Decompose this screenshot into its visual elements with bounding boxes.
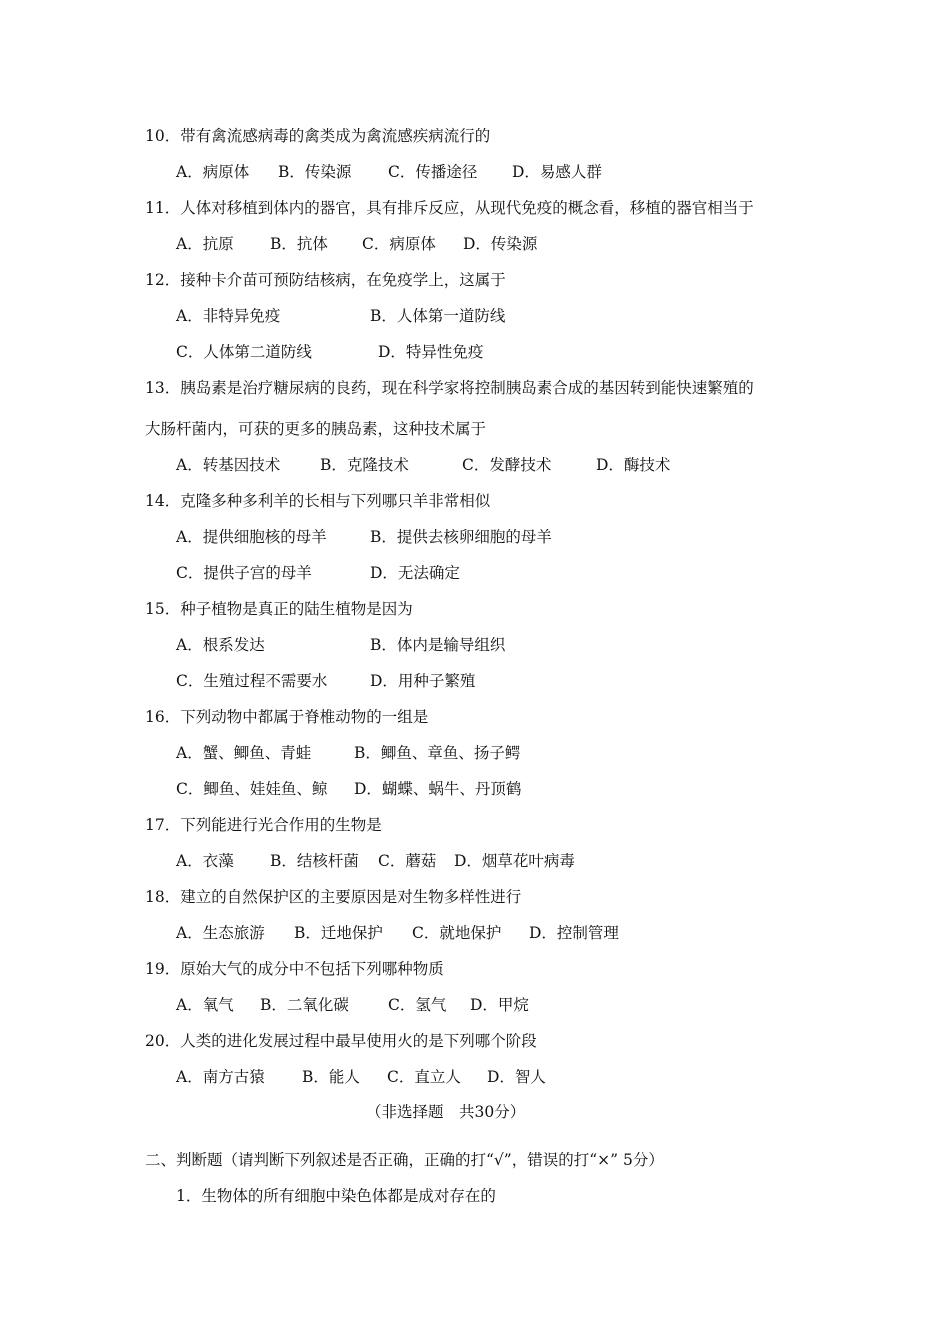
- question-20-option-c: C．直立人: [387, 1068, 461, 1086]
- question-18-option-a: A．生态旅游: [176, 924, 265, 942]
- question-19-option-a: A．氧气: [176, 996, 234, 1014]
- question-14-stem: 14．克隆多种多利羊的长相与下列哪只羊非常相似: [145, 492, 491, 510]
- question-13-stem-continued: 大肠杆菌内，可获的更多的胰岛素，这种技术属于: [145, 420, 487, 438]
- question-15-option-c: C．生殖过程不需要水: [176, 672, 328, 690]
- question-14-option-d: D．无法确定: [370, 564, 460, 582]
- question-18-option-d: D．控制管理: [529, 924, 619, 942]
- section-two-heading: 二、判断题（请判断下列叙述是否正确，正确的打“√”，错误的打“×” 5分）: [145, 1151, 664, 1169]
- question-20-option-d: D．智人: [487, 1068, 546, 1086]
- question-10-option-c: C．传播途径: [388, 163, 478, 181]
- question-12-option-d: D．特异性免疫: [378, 343, 484, 361]
- question-12-option-c: C．人体第二道防线: [176, 343, 312, 361]
- question-14-option-c: C．提供子宫的母羊: [176, 564, 312, 582]
- question-11-stem: 11．人体对移植到体内的器官，具有排斥反应，从现代免疫的概念看，移植的器官相当于: [145, 199, 754, 217]
- question-16-option-b: B．鲫鱼、章鱼、扬子鳄: [354, 744, 521, 762]
- question-12-stem: 12．接种卡介苗可预防结核病，在免疫学上，这属于: [145, 271, 506, 289]
- question-13-option-d: D．酶技术: [596, 456, 671, 474]
- question-11-option-b: B．抗体: [270, 235, 328, 253]
- question-16-option-a: A．蟹、鲫鱼、青蛙: [176, 744, 312, 762]
- question-20-option-b: B．能人: [302, 1068, 360, 1086]
- question-15-option-a: A．根系发达: [176, 636, 265, 654]
- question-15-option-d: D．用种子繁殖: [370, 672, 476, 690]
- question-16-option-d: D．蝴蝶、蜗牛、丹顶鹤: [354, 780, 522, 798]
- question-14-option-a: A．提供细胞核的母羊: [176, 528, 327, 546]
- question-19-option-c: C．氢气: [388, 996, 447, 1014]
- judgment-item-1: 1．生物体的所有细胞中染色体都是成对存在的: [176, 1187, 496, 1205]
- question-13-option-a: A．转基因技术: [176, 456, 281, 474]
- question-17-option-b: B．结核杆菌: [270, 852, 359, 870]
- question-18-option-b: B．迁地保护: [294, 924, 383, 942]
- question-13-option-c: C．发酵技术: [462, 456, 552, 474]
- question-10-option-b: B．传染源: [278, 163, 352, 181]
- question-20-option-a: A．南方古猿: [176, 1068, 265, 1086]
- question-18-stem: 18．建立的自然保护区的主要原因是对生物多样性进行: [145, 888, 522, 906]
- question-18-option-c: C．就地保护: [412, 924, 502, 942]
- question-11-option-a: A．抗原: [176, 235, 234, 253]
- question-16-stem: 16．下列动物中都属于脊椎动物的一组是: [145, 708, 429, 726]
- question-17-stem: 17．下列能进行光合作用的生物是: [145, 816, 382, 834]
- question-15-stem: 15．种子植物是真正的陆生植物是因为: [145, 600, 413, 618]
- question-10-option-d: D．易感人群: [512, 163, 602, 181]
- question-19-stem: 19．原始大气的成分中不包括下列哪种物质: [145, 960, 444, 978]
- question-10-option-a: A．病原体: [176, 163, 250, 181]
- question-16-option-c: C．鲫鱼、娃娃鱼、鲸: [176, 780, 328, 798]
- question-17-option-a: A．衣藻: [176, 852, 234, 870]
- question-10-stem: 10．带有禽流感病毒的禽类成为禽流感疾病流行的: [145, 127, 491, 145]
- question-19-option-d: D．甲烷: [470, 996, 529, 1014]
- question-20-stem: 20．人类的进化发展过程中最早使用火的是下列哪个阶段: [145, 1032, 537, 1050]
- question-17-option-c: C．蘑菇: [378, 852, 437, 870]
- question-13-option-b: B．克隆技术: [320, 456, 409, 474]
- question-17-option-d: D．烟草花叶病毒: [454, 852, 575, 870]
- question-12-option-b: B．人体第一道防线: [370, 307, 506, 325]
- question-11-option-d: D．传染源: [463, 235, 538, 253]
- non-choice-section-heading: （非选择题 共30分）: [366, 1103, 526, 1121]
- question-12-option-a: A．非特异免疫: [176, 307, 281, 325]
- question-15-option-b: B．体内是输导组织: [370, 636, 506, 654]
- question-11-option-c: C．病原体: [362, 235, 436, 253]
- question-13-stem: 13．胰岛素是治疗糖尿病的良药，现在科学家将控制胰岛素合成的基因转到能快速繁殖的: [145, 379, 754, 397]
- question-19-option-b: B．二氧化碳: [260, 996, 349, 1014]
- question-14-option-b: B．提供去核卵细胞的母羊: [370, 528, 552, 546]
